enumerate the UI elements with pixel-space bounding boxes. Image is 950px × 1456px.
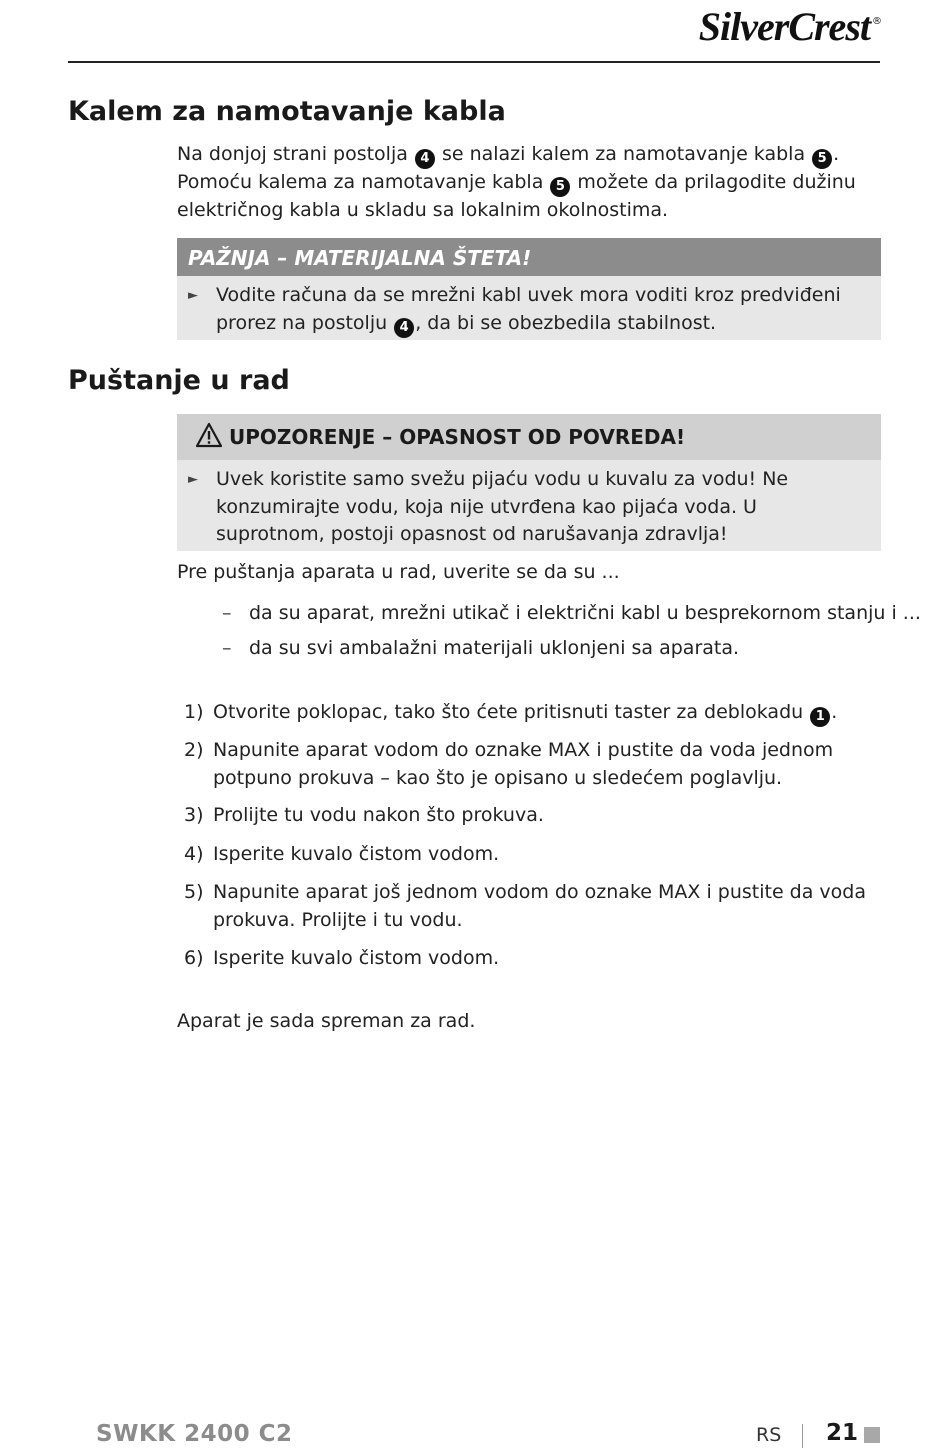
bullet-arrow-icon: ► (188, 472, 198, 487)
step-item: 1) Otvorite poklopac, tako što ćete pritisnuti taster za deblokadu 1 . (184, 699, 879, 727)
footer-model: SWKK 2400 C2 (96, 1421, 293, 1447)
warning-triangle-icon (195, 422, 223, 448)
ref-number-5: 5 (550, 177, 570, 197)
warning-text: Uvek koristite samo svežu pijaću vodu u kuvalu za vodu! Ne konzumirajte vodu, koja nije utvrđena kao pijaća voda. U suprotnom, postoji opasnost od narušavanja zdravlja! (216, 468, 789, 545)
startup-intro: Pre puštanja aparata u rad, uverite se da su ... (177, 561, 620, 583)
closing-text: Aparat je sada spreman za rad. (177, 1010, 476, 1032)
ref-number-4: 4 (415, 149, 435, 169)
caution-header: PAŽNJA – MATERIJALNA ŠTETA! (177, 238, 881, 276)
footer-language: RS (756, 1424, 782, 1446)
brand-logo (699, 4, 882, 50)
warning-bullet (177, 460, 881, 553)
page-number: 21 (826, 1420, 859, 1446)
step-item: 5) Napunite aparat još jednom vodom do oznake MAX i pustite da voda prokuva. Prolijte i tu vodu. (184, 881, 866, 931)
check-item: – da su aparat, mrežni utikač i električni kabl u besprekornom stanju i ... (222, 602, 921, 624)
registered-mark: ® (872, 16, 882, 27)
ref-number-5: 5 (812, 149, 832, 169)
header-rule (68, 61, 880, 63)
step-item: 4) Isperite kuvalo čistom vodom. (184, 843, 500, 865)
caution-box (177, 238, 881, 340)
section-title-startup: Puštanje u rad (68, 365, 290, 396)
footer-divider (802, 1424, 803, 1448)
footer-square-icon (864, 1427, 880, 1443)
section-title-cable-reel: Kalem za namotavanje kabla (68, 96, 506, 127)
caution-text: Vodite računa da se mrežni kabl uvek mora voditi kroz predviđeni prorez na postolju 4 , da bi se obezbedila stabilnost. (216, 282, 861, 338)
warning-box (177, 414, 881, 551)
brand-name: SilverCrest (698, 4, 870, 49)
step-item: 3) Prolijte tu vodu nakon što prokuva. (184, 804, 544, 826)
caution-bullet (177, 276, 881, 342)
cable-reel-paragraph: Na donjoj strani postolja 4 se nalazi kalem za namotavanje kabla 5 . Pomoću kalema za namotavanje kabla 5 možete da prilagodite dužinu električnog kabla u skladu sa lokalnim okolnostima. (177, 143, 856, 221)
bullet-arrow-icon: ► (188, 288, 198, 303)
step-item: 6) Isperite kuvalo čistom vodom. (184, 947, 500, 969)
step-item: 2) Napunite aparat vodom do oznake MAX i pustite da voda jednom potpuno prokuva – kao što je opisano u sledećem poglavlju. (184, 739, 834, 789)
ref-number-4: 4 (394, 318, 414, 338)
check-item: – da su svi ambalažni materijali uklonjeni sa aparata. (222, 637, 740, 659)
warning-header: UPOZORENJE – OPASNOST OD POVREDA! (177, 414, 881, 460)
ref-number-1: 1 (810, 707, 830, 727)
